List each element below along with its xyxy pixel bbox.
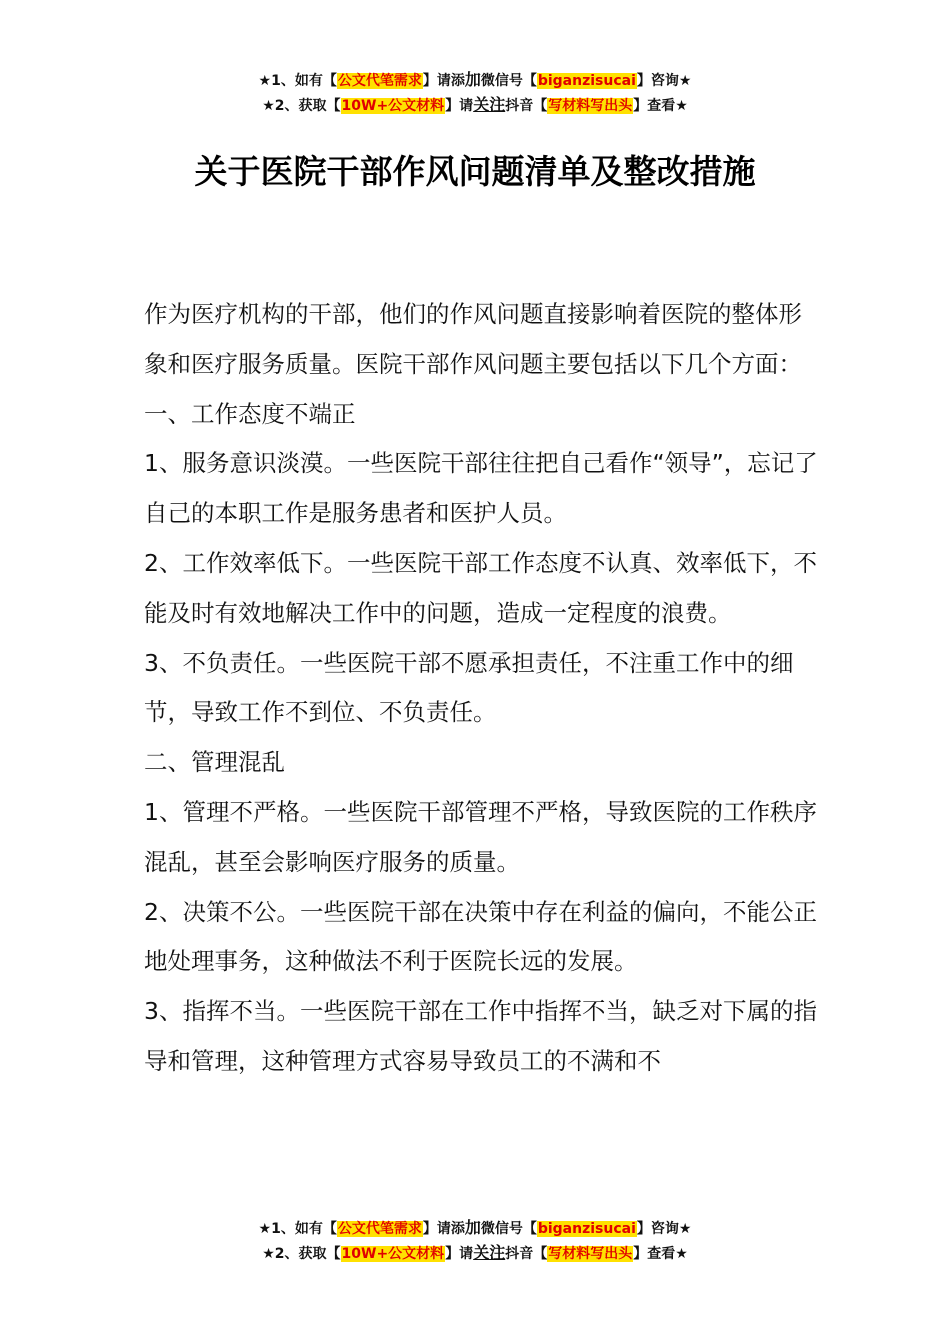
promo-line-2 (0, 93, 950, 118)
promo-text: 关注 (473, 95, 506, 114)
promo-line-1 (0, 1216, 950, 1241)
section-heading: 一、工作态度不端正 (144, 399, 356, 428)
promo-text: 】咨询★ (636, 1221, 692, 1237)
promo-text: 关注 (473, 1243, 506, 1262)
promo-line-2 (0, 1241, 950, 1266)
promo-highlight: 10W+公文材料 (341, 1246, 445, 1262)
promo-text: 】查看★ (633, 1246, 688, 1262)
promo-highlight: 公文代笔需求 (337, 1221, 422, 1237)
promo-text: 抖音【 (505, 1246, 548, 1262)
document-body (144, 290, 819, 1087)
promo-text: 】咨询★ (636, 73, 692, 89)
promo-text: ★1、如有【 (258, 73, 337, 89)
promo-text: 加 (464, 70, 481, 89)
list-item: 2、工作效率低下。一些医院干部工作态度不认真、效率低下，不能及时有效地解决工作中的问题，造成一定程度的浪费。 (144, 548, 817, 627)
promo-banner-top (0, 68, 950, 118)
list-item: 1、服务意识淡漠。一些医院干部往往把自己看作“领导”，忘记了自己的本职工作是服务患者和医护人员。 (144, 449, 818, 528)
section-heading: 二、管理混乱 (144, 748, 285, 777)
promo-line-1 (0, 68, 950, 93)
wechat-id: biganzisucai (537, 1221, 636, 1237)
intro-paragraph: 作为医疗机构的干部，他们的作风问题直接影响着医院的整体形象和医疗服务质量。医院干部作风问题主要包括以下几个方面： (144, 300, 802, 378)
promo-highlight: 公文代笔需求 (337, 73, 422, 89)
promo-text: 】查看★ (633, 98, 688, 114)
promo-text: ★2、获取【 (262, 98, 341, 114)
list-item: 1、管理不严格。一些医院干部管理不严格，导致医院的工作秩序混乱，甚至会影响医疗服务的质量。 (144, 797, 817, 876)
douyin-account: 写材料写出头 (548, 1246, 633, 1262)
wechat-id: biganzisucai (537, 73, 636, 89)
promo-text: ★2、获取【 (262, 1246, 341, 1262)
promo-banner-bottom (0, 1216, 950, 1266)
promo-text: ★1、如有【 (258, 1221, 337, 1237)
promo-text: 】请 (445, 1246, 474, 1262)
list-item: 3、指挥不当。一些医院干部在工作中指挥不当，缺乏对下属的指导和管理，这种管理方式容易导致员工的不满和不 (144, 997, 817, 1075)
douyin-account: 写材料写出头 (548, 98, 633, 114)
document-title: 关于医院干部作风问题清单及整改措施 (194, 152, 756, 191)
promo-highlight: 10W+公文材料 (341, 98, 445, 114)
promo-text: 微信号【 (480, 1221, 537, 1237)
promo-text: 加 (464, 1218, 481, 1237)
list-item: 3、不负责任。一些医院干部不愿承担责任，不注重工作中的细节，导致工作不到位、不负责任。 (144, 648, 794, 727)
promo-text: 微信号【 (480, 73, 537, 89)
promo-text: 抖音【 (505, 98, 548, 114)
list-item: 2、决策不公。一些医院干部在决策中存在利益的偏向，不能公正地处理事务，这种做法不利于医院长远的发展。 (144, 897, 817, 976)
promo-text: 】请添 (422, 1221, 465, 1237)
promo-text: 】请添 (422, 73, 465, 89)
promo-text: 】请 (445, 98, 474, 114)
